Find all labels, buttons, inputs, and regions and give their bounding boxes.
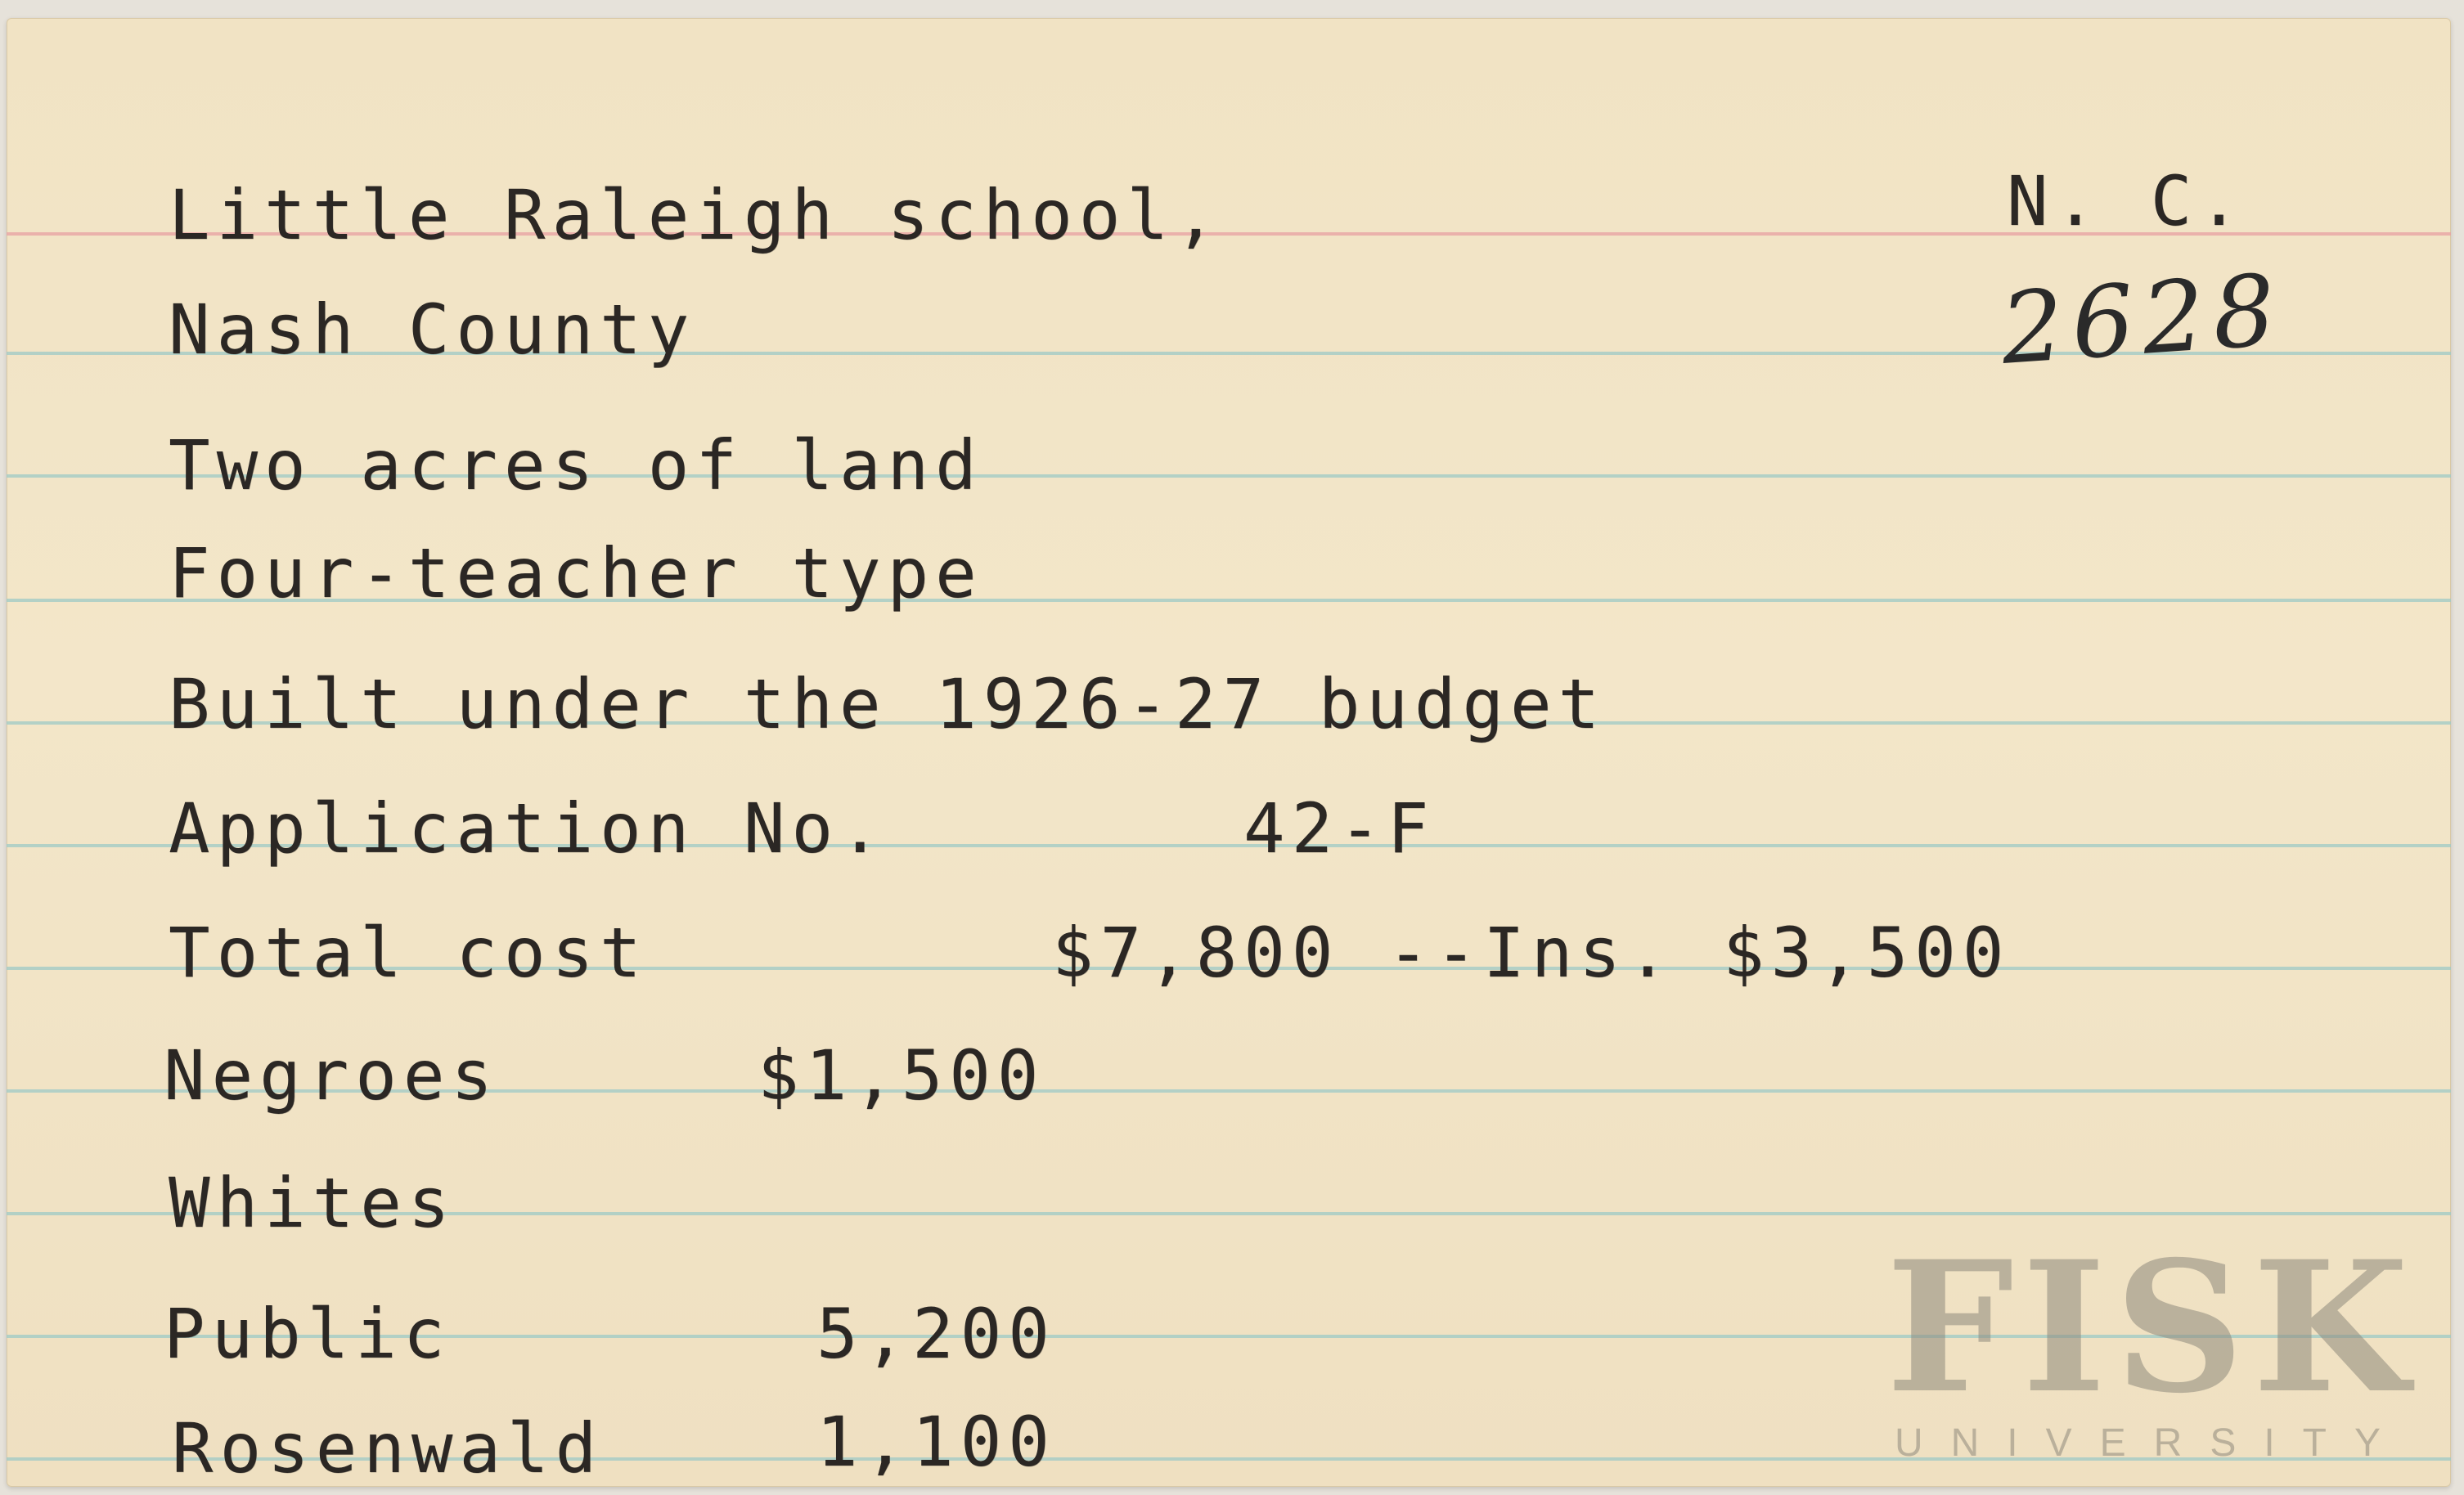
public-label: Public xyxy=(164,1294,452,1374)
negroes-amount: $1,500 xyxy=(758,1035,1045,1116)
watermark-name: FISK xyxy=(1886,1227,2417,1433)
fisk-university-watermark xyxy=(1865,1227,2438,1472)
school-name: Little Raleigh school, xyxy=(169,175,1223,255)
application-number: 42-F xyxy=(1243,788,1436,869)
whites-label: Whites xyxy=(169,1163,456,1243)
budget-line: Built under the 1926-27 budget xyxy=(169,664,1607,744)
rosenwald-amount: 1,100 xyxy=(816,1402,1056,1482)
state-label: N. C. xyxy=(2007,161,2246,241)
total-cost-value: $7,800 --Ins. $3,500 xyxy=(1052,913,2011,993)
public-amount: 5,200 xyxy=(816,1294,1056,1374)
handwritten-card-number: 2628 xyxy=(1997,254,2287,387)
building-type: Four-teacher type xyxy=(169,533,983,613)
rosenwald-label: Rosenwald xyxy=(172,1408,604,1487)
county-name: Nash County xyxy=(169,290,696,370)
application-label: Application No. xyxy=(169,788,888,869)
land-description: Two acres of land xyxy=(169,425,983,505)
total-cost-label: Total cost xyxy=(169,913,648,993)
negroes-label: Negroes xyxy=(164,1035,500,1116)
fisk-logo-icon xyxy=(1865,1227,2438,1472)
watermark-subtitle: UNIVERSITY xyxy=(1894,1421,2409,1465)
